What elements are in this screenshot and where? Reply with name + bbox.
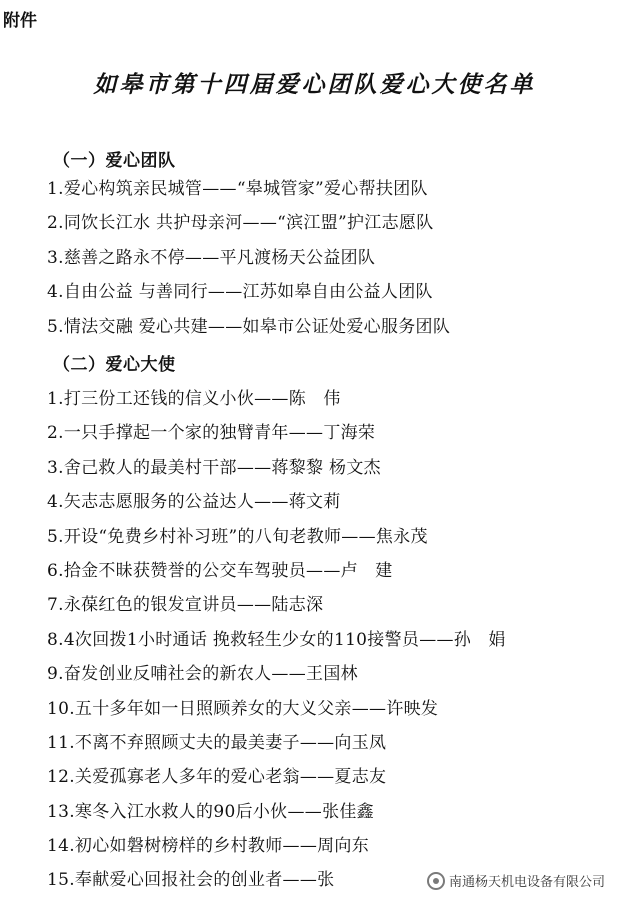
list-item: 2.一只手撑起一个家的独臂青年——丁海荣 [47, 423, 376, 444]
list-item: 1.打三份工还钱的信义小伙——陈 伟 [47, 389, 341, 409]
list-item: 3.慈善之路永不停——平凡渡杨天公益团队 [47, 247, 376, 268]
list-item: 12.关爱孤寡老人多年的爱心老翁——夏志友 [47, 767, 387, 788]
section-heading-teams: （一）爱心团队 [53, 151, 176, 171]
list-item: 2.同饮长江水 共护母亲河——“滨江盟”护江志愿队 [47, 213, 434, 234]
list-item: 6.拾金不昧获赞誉的公交车驾驶员——卢 建 [47, 560, 393, 581]
list-item: 4.自由公益 与善同行——江苏如皋自由公益人团队 [47, 282, 433, 303]
list-item: 11.不离不弃照顾丈夫的最美妻子——向玉凤 [47, 732, 387, 753]
team-list [47, 176, 450, 348]
attachment-label: 附件 [3, 11, 37, 31]
list-item: 10.五十多年如一日照顾养女的大义父亲——许映发 [47, 698, 439, 719]
watermark-text: 南通杨天机电设备有限公司 [448, 875, 605, 890]
list-item: 13.寒冬入江水救人的90后小伙——张佳鑫 [47, 801, 374, 822]
section-heading-ambassadors: （二）爱心大使 [53, 355, 176, 375]
list-item: 1.爱心构筑亲民城管——“皋城管家”爱心帮扶团队 [47, 179, 428, 199]
list-item: 14.初心如磐树榜样的乡村教师——周向东 [47, 836, 370, 857]
source-watermark [424, 870, 608, 891]
list-item: 7.永葆红色的银发宣讲员——陆志深 [47, 595, 324, 616]
wechat-logo-icon [427, 872, 445, 890]
list-item: 4.矢志志愿服务的公益达人——蒋文莉 [47, 492, 341, 513]
list-item: 9.奋发创业反哺社会的新农人——王国林 [47, 664, 358, 685]
list-item: 5.情法交融 爱心共建——如皋市公证处爱心服务团队 [47, 316, 451, 337]
list-item: 5.开设“免费乡村补习班”的八旬老教师——焦永茂 [47, 526, 428, 547]
list-item: 3.舍己救人的最美村干部——蒋黎黎 杨文杰 [47, 457, 381, 478]
list-item: 15.奉献爱心回报社会的创业者——张 [47, 870, 335, 891]
document-title: 如皋市第十四届爱心团队爱心大使名单 [93, 71, 536, 98]
ambassador-list [47, 386, 506, 902]
list-item: 8.4次回拨1小时通话 挽救轻生少女的110接警员——孙 娟 [47, 629, 506, 650]
